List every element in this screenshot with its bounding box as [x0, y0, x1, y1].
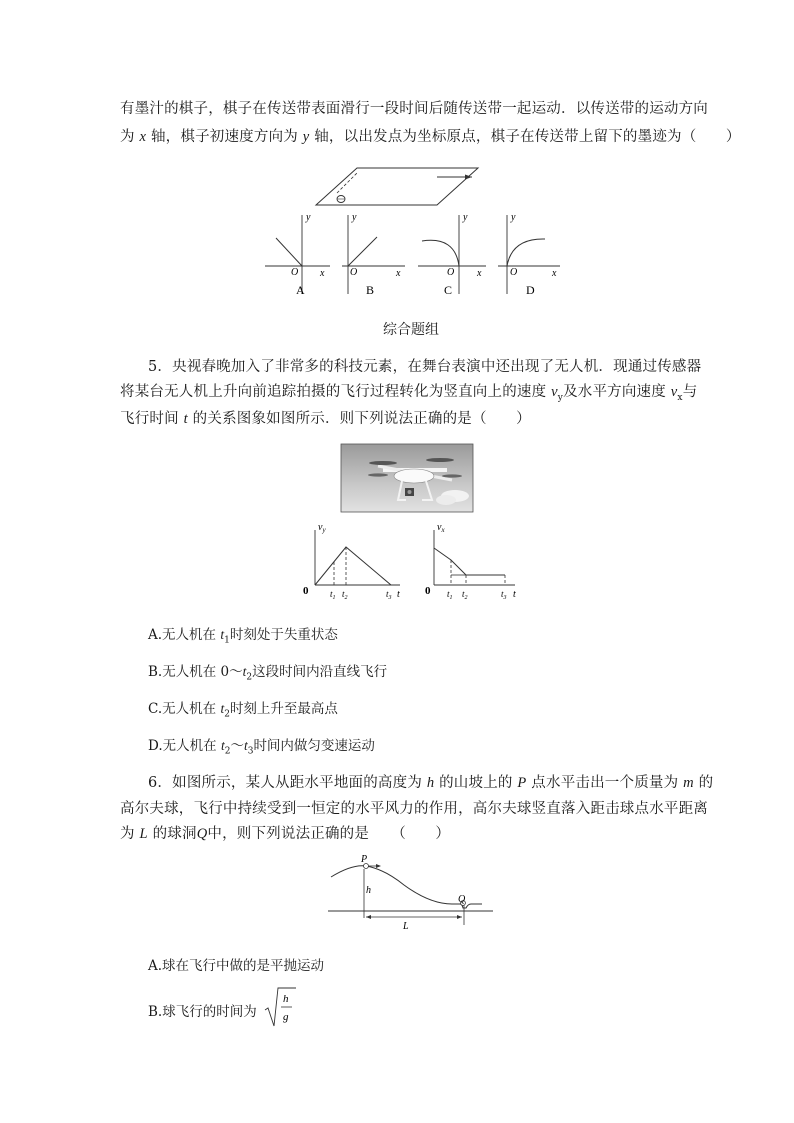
text-fragment: 时刻处于失重状态: [229, 627, 338, 643]
var-m: m: [683, 775, 694, 791]
vy-axis-label: $v_y$: [318, 522, 326, 534]
var-t: t: [243, 738, 248, 753]
q5-line-1: 5．央视春晚加入了非常多的科技元素，在舞台表演中还出现了无人机．现通过传感器: [148, 359, 702, 375]
var-h: h: [426, 775, 435, 791]
subscript: 3: [247, 746, 254, 757]
t-axis-label: t: [397, 589, 400, 600]
option-label-b: B: [366, 283, 375, 297]
text-fragment: 6．如图所示，某人从距水平地面的高度为: [148, 775, 423, 791]
axis-y-label: y: [511, 212, 516, 223]
t2-label: $t_2$: [462, 589, 468, 601]
text-fragment: C.无人机在: [148, 701, 217, 717]
t1-label: $t_1$: [330, 589, 336, 601]
text-fragment: 轴，棋子初速度方向为: [150, 129, 298, 145]
text-fragment: 与: [682, 384, 698, 400]
origin-label: O: [350, 267, 358, 278]
text-fragment: 的山坡上的: [439, 775, 513, 791]
axis-x-label: x: [320, 268, 325, 279]
var-t: t: [220, 627, 225, 642]
zero-label: 0: [425, 585, 431, 597]
text-fragment: 为: [120, 129, 135, 145]
text-fragment: 这段时间内沿直线飞行: [252, 664, 388, 680]
text-fragment: 0～: [220, 664, 243, 680]
subscript: y: [557, 392, 564, 403]
subscript: 2: [246, 672, 253, 683]
var-q: Q: [196, 826, 208, 842]
intro-line-1: 有墨汁的棋子，棋子在传送带表面滑行一段时间后随传送带一起运动．以传送带的运动方向: [120, 101, 708, 117]
text-fragment: 的关系图象如图所示．则下列说法正确的是（ ）: [192, 411, 531, 427]
var-t: t: [183, 411, 188, 427]
text-fragment: 及水平方向速度: [563, 384, 666, 400]
text-fragment: 轴，以出发点为坐标原点，棋子在传送带上留下的墨迹为（ ）: [314, 129, 741, 145]
subscript: 1: [224, 635, 230, 646]
t3-label: $t_3$: [501, 589, 507, 601]
var-t: t: [220, 701, 225, 716]
q6-line-2: 高尔夫球，飞行中持续受到一恒定的水平风力的作用，高尔夫球竖直落入距击球点水平距离: [120, 801, 708, 817]
origin-label: O: [447, 267, 455, 278]
section-title: 综合题组: [383, 322, 439, 338]
var-y: y: [302, 129, 310, 145]
var-v: v: [670, 384, 678, 400]
axis-y-label: y: [463, 212, 468, 223]
subscript: 2: [224, 746, 231, 757]
point-p-label: P: [361, 854, 368, 865]
text-fragment: B.球飞行的时间为: [148, 1004, 257, 1020]
subscript: x: [677, 392, 683, 403]
text-fragment: 的: [698, 775, 714, 791]
text-fragment: 时刻上升至最高点: [229, 701, 338, 717]
text-fragment: A.无人机在: [148, 627, 217, 643]
text-fragment: 的球洞: [152, 826, 197, 842]
t3-label: $t_3$: [386, 589, 392, 601]
fraction-denominator: g: [283, 1011, 289, 1023]
var-t: t: [242, 664, 247, 679]
zero-label: 0: [303, 585, 309, 597]
text-fragment: ～: [230, 738, 244, 754]
var-l: L: [139, 826, 148, 842]
point-q-label: Q: [458, 894, 466, 905]
axis-x-label: x: [396, 268, 401, 279]
t2-label: $t_2$: [342, 589, 348, 601]
text-fragment: B.无人机在: [148, 664, 217, 680]
q6-option-a[interactable]: A.球在飞行中做的是平抛运动: [148, 958, 325, 974]
axis-x-label: x: [477, 268, 482, 279]
option-label-d: D: [526, 283, 535, 297]
t1-label: $t_1$: [447, 589, 453, 601]
option-label-a: A: [296, 283, 305, 297]
axis-y-label: y: [352, 212, 357, 223]
t-axis-label: t: [513, 589, 516, 600]
var-v: v: [551, 384, 558, 400]
subscript: 2: [224, 709, 230, 720]
text-fragment: 为: [120, 826, 135, 842]
var-p: P: [517, 775, 527, 791]
text-fragment: 将某台无人机上升向前追踪拍摄的飞行过程转化为竖直向上的速度: [120, 384, 547, 400]
text-fragment: 飞行时间: [120, 411, 179, 427]
height-h-label: h: [366, 885, 371, 896]
var-x: x: [139, 129, 147, 145]
distance-l-label: L: [403, 921, 409, 932]
axis-x-label: x: [552, 268, 557, 279]
fraction-numerator: h: [283, 993, 289, 1005]
origin-label: O: [510, 267, 518, 278]
text-fragment: 点水平击出一个质量为: [531, 775, 679, 791]
text-fragment: D.无人机在: [148, 738, 217, 754]
origin-label: O: [291, 267, 299, 278]
text-fragment: 中，则下列说法正确的是 （ ）: [207, 826, 451, 842]
axis-y-label: y: [306, 212, 311, 223]
option-label-c: C: [444, 283, 453, 297]
var-t: t: [220, 738, 225, 753]
vx-axis-label: $v_x$: [437, 522, 445, 534]
text-fragment: 时间内做匀变速运动: [253, 738, 375, 754]
